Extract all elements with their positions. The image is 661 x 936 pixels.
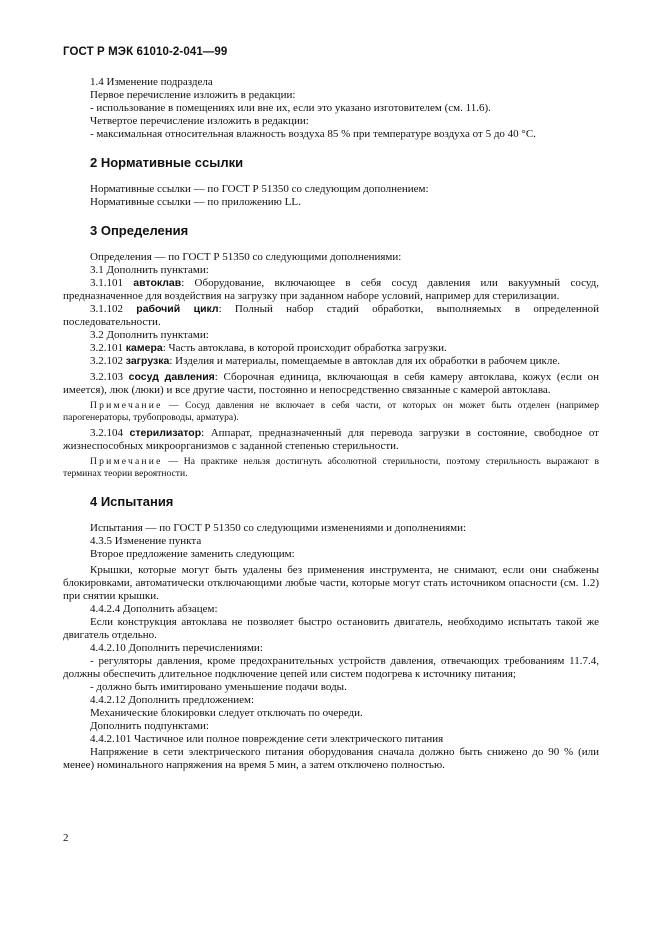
note-sterility [63,456,599,480]
definition-number: 3.2.103 [90,371,123,383]
intro-line: Четвертое перечисление изложить в редакции: [90,115,309,127]
section-4-paragraph: 4.3.5 Изменение пункта [90,535,202,547]
section-4-paragraph: - регуляторы давления, кроме предохранительных устройств давления, отвечающих требованиям 11.7.4, должны обеспечить длительное подключение цепей или систем подогрева к источнику питания; [63,655,599,680]
section-3-line: 3.2 Дополнить пунктами: [90,329,209,341]
definition-term: стерилизатор [129,427,202,439]
section-4-heading: 4 Испытания [90,494,174,509]
intro-block [63,76,599,141]
section-4-paragraph: 4.4.2.4 Дополнить абзацем: [90,603,218,615]
section-4-paragraph: Механические блокировки следует отключать по очереди. [90,707,363,719]
section-4-paragraph: Испытания — по ГОСТ Р 51350 со следующими изменениями и дополнениями: [90,522,467,534]
definition-term: рабочий цикл [136,303,219,315]
definition-number: 3.1.102 [90,303,123,315]
subclause-1-4: 1.4 Изменение подраздела [90,76,213,88]
section-4-body [63,522,599,772]
definition-sterilizer [63,427,599,453]
section-3-line: 3.1 Дополнить пунктами: [90,264,209,276]
note-text: — На практике нельзя достигнуть абсолютной стерильности, поэтому стерильность выражают в терминах теории вероятности. [63,456,599,479]
definition-number: 3.2.101 [90,342,123,354]
running-header: ГОСТ Р МЭК 61010-2-041—99 [63,46,228,58]
section-4-paragraph: Напряжение в сети электрического питания оборудования сначала должно быть снижено до 90 % (или менее) номинального напряжения на время 5 мин, а затем отключено полностью. [63,746,599,771]
document-page [63,46,599,772]
definition-number: 3.2.104 [90,427,123,439]
definition-number: 3.1.101 [90,277,123,289]
definition-pressure-vessel [63,371,599,397]
intro-line: - использование в помещениях или вне их, если это указано изготовителем (см. 11.6). [90,102,491,114]
section-2-line: Нормативные ссылки — по приложению LL. [90,196,301,208]
section-4-paragraph: Если конструкция автоклава не позволяет быстро остановить двигатель, необходимо испытать такой же двигатель отдельно. [63,616,599,641]
definition-term: камера [125,342,163,354]
section-4-paragraph: 4.4.2.10 Дополнить перечислениями: [90,642,263,654]
definition-load [63,355,599,368]
definition-text: : Часть автоклава, в которой происходит обработка загрузки. [162,342,447,354]
section-4-paragraph: Дополнить подпунктами: [90,720,209,732]
definition-text: : Аппарат, предназначенный для перевода загрузки в состояние, свободное от жизнеспособных микроорганизмов с заданной степенью стерильности. [63,427,599,452]
note-label: Примечание [90,400,163,411]
note-text: — Сосуд давления не включает в себя части, от которых он может быть отделен (например парогенераторы, трубопроводы, арматура). [63,400,599,423]
definition-term: сосуд давления [128,371,215,383]
definition-chamber [63,342,599,355]
definition-work-cycle [63,303,599,329]
section-3-heading: 3 Определения [90,223,189,238]
definition-text: : Сборочная единица, включающая в себя камеру автоклава, кожух (если он имеется), люк (люки) и все другие части, постоянно и непосредственно связанные с камерой автоклава. [63,371,600,396]
section-4-paragraph: 4.4.2.12 Дополнить предложением: [90,694,255,706]
section-3-body [63,251,599,480]
definition-number: 3.2.102 [90,355,123,367]
section-4-paragraph: Второе предложение заменить следующим: [90,548,295,560]
section-4-paragraph: Крышки, которые могут быть удалены без применения инструмента, не снимают, если они снабжены блокировками, автоматически отключающими любые части, которые могут стать источником опасности (см. 1.2) при снятии крышки. [63,564,599,602]
definition-text: : Полный набор стадий обработки, выполняемых в определенной последовательности. [63,303,600,328]
section-2-heading: 2 Нормативные ссылки [90,155,244,170]
section-2-line: Нормативные ссылки — по ГОСТ Р 51350 со следующим дополнением: [90,183,429,195]
definition-text: : Оборудование, включающее в себя сосуд давления или вакуумный сосуд, предназначенное для воздействия на загрузку при заданном наборе условий, например для стерилизации. [63,277,599,302]
section-4-paragraph: 4.4.2.101 Частичное или полное повреждение сети электрического питания [90,733,444,745]
intro-line: - максимальная относительная влажность воздуха 85 % при температуре воздуха от 5 до 40 °С. [90,128,536,140]
definition-term: автоклав [133,277,182,289]
definition-autoclave [63,277,599,303]
section-2-body [63,183,599,209]
intro-line: Первое перечисление изложить в редакции: [90,89,296,101]
definition-term: загрузка [125,355,170,367]
page-number: 2 [63,832,69,844]
note-label: Примечание [90,456,163,467]
note-pressure-vessel [63,400,599,424]
definition-text: : Изделия и материалы, помещаемые в автоклав для их обработки в рабочем цикле. [169,355,561,367]
section-4-paragraph: - должно быть имитировано уменьшение подачи воды. [90,681,347,693]
section-3-line: Определения — по ГОСТ Р 51350 со следующими дополнениями: [90,251,402,263]
